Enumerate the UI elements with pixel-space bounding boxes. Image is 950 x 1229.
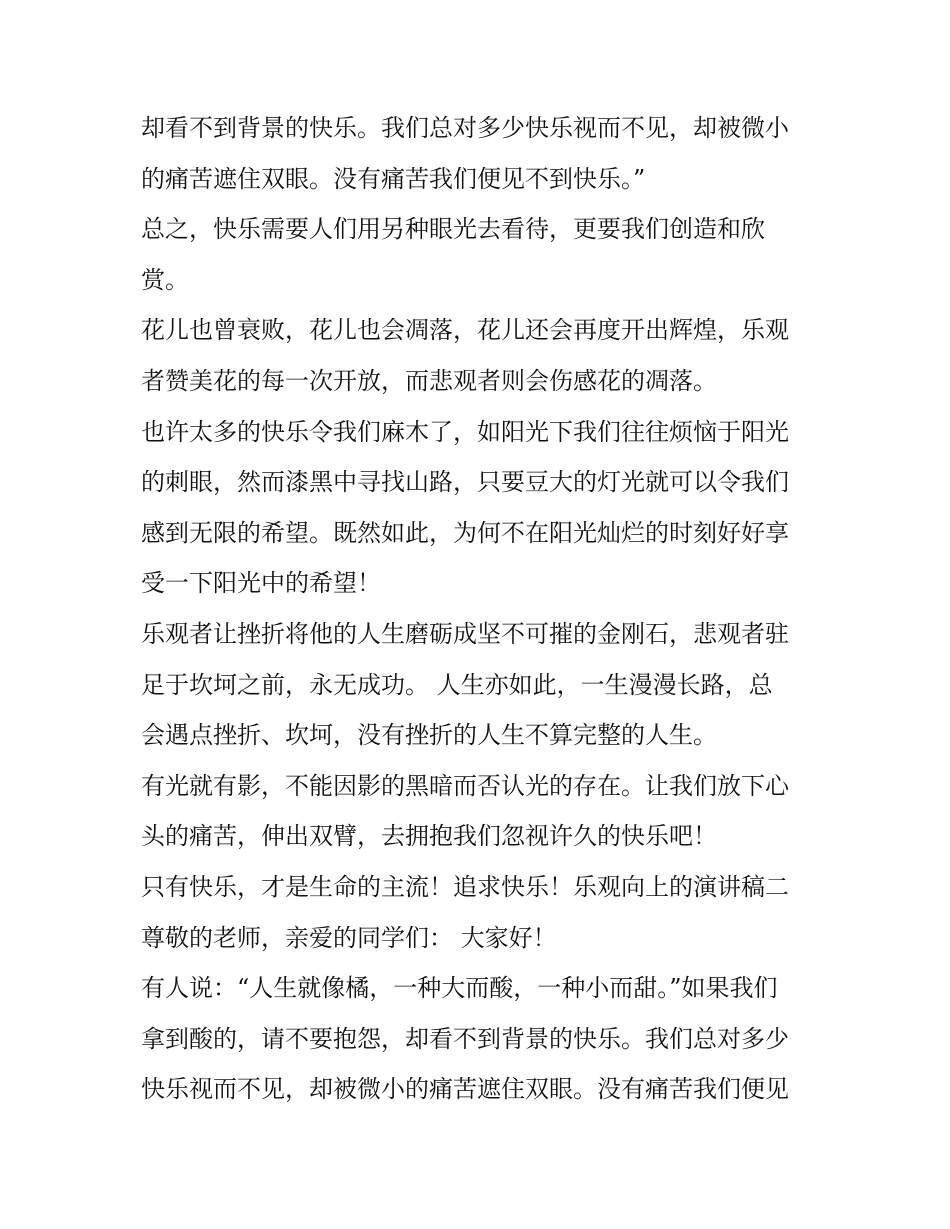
text-line: 者赞美花的每一次开放，而悲观者则会伤感花的凋落。 (141, 366, 717, 395)
document-body (141, 103, 813, 1115)
text-line: 足于坎坷之前，永无成功。 人生亦如此，一生漫漫长路，总 (141, 670, 773, 699)
text-line: 的痛苦遮住双眼。没有痛苦我们便见不到快乐。” (141, 164, 646, 193)
text-line: 拿到酸的，请不要抱怨，却看不到背景的快乐。我们总对多少 (141, 1024, 789, 1053)
text-line: 花儿也曾衰败，花儿也会凋落，花儿还会再度开出辉煌，乐观 (141, 316, 789, 345)
text-line: 受一下阳光中的希望！ (141, 569, 381, 598)
text-line: 尊敬的老师，亲爱的同学们： 大家好！ (141, 923, 557, 952)
text-line: 有人说：“人生就像橘，一种大而酸，一种小而甜。”如果我们 (141, 974, 778, 1003)
text-line: 赏。 (141, 265, 189, 294)
text-line: 感到无限的希望。既然如此，为何不在阳光灿烂的时刻好好享 (141, 518, 789, 547)
text-line: 快乐视而不见，却被微小的痛苦遮住双眼。没有痛苦我们便见 (141, 1075, 789, 1104)
text-line: 也许太多的快乐令我们麻木了，如阳光下我们往往烦恼于阳光 (141, 417, 789, 446)
text-line: 总之，快乐需要人们用另种眼光去看待，更要我们创造和欣 (141, 215, 765, 244)
text-line: 的刺眼，然而漆黑中寻找山路，只要豆大的灯光就可以令我们 (141, 468, 789, 497)
text-line: 头的痛苦，伸出双臂，去拥抱我们忽视许久的快乐吧！ (141, 822, 717, 851)
text-line: 只有快乐，才是生命的主流！追求快乐！乐观向上的演讲稿二 (141, 872, 789, 901)
text-line: 有光就有影，不能因影的黑暗而否认光的存在。让我们放下心 (141, 771, 789, 800)
text-line: 却看不到背景的快乐。我们总对多少快乐视而不见，却被微小 (141, 114, 789, 142)
text-line: 会遇点挫折、坎坷，没有挫折的人生不算完整的人生。 (141, 721, 717, 750)
text-line: 乐观者让挫折将他的人生磨砺成坚不可摧的金刚石，悲观者驻 (141, 619, 789, 648)
